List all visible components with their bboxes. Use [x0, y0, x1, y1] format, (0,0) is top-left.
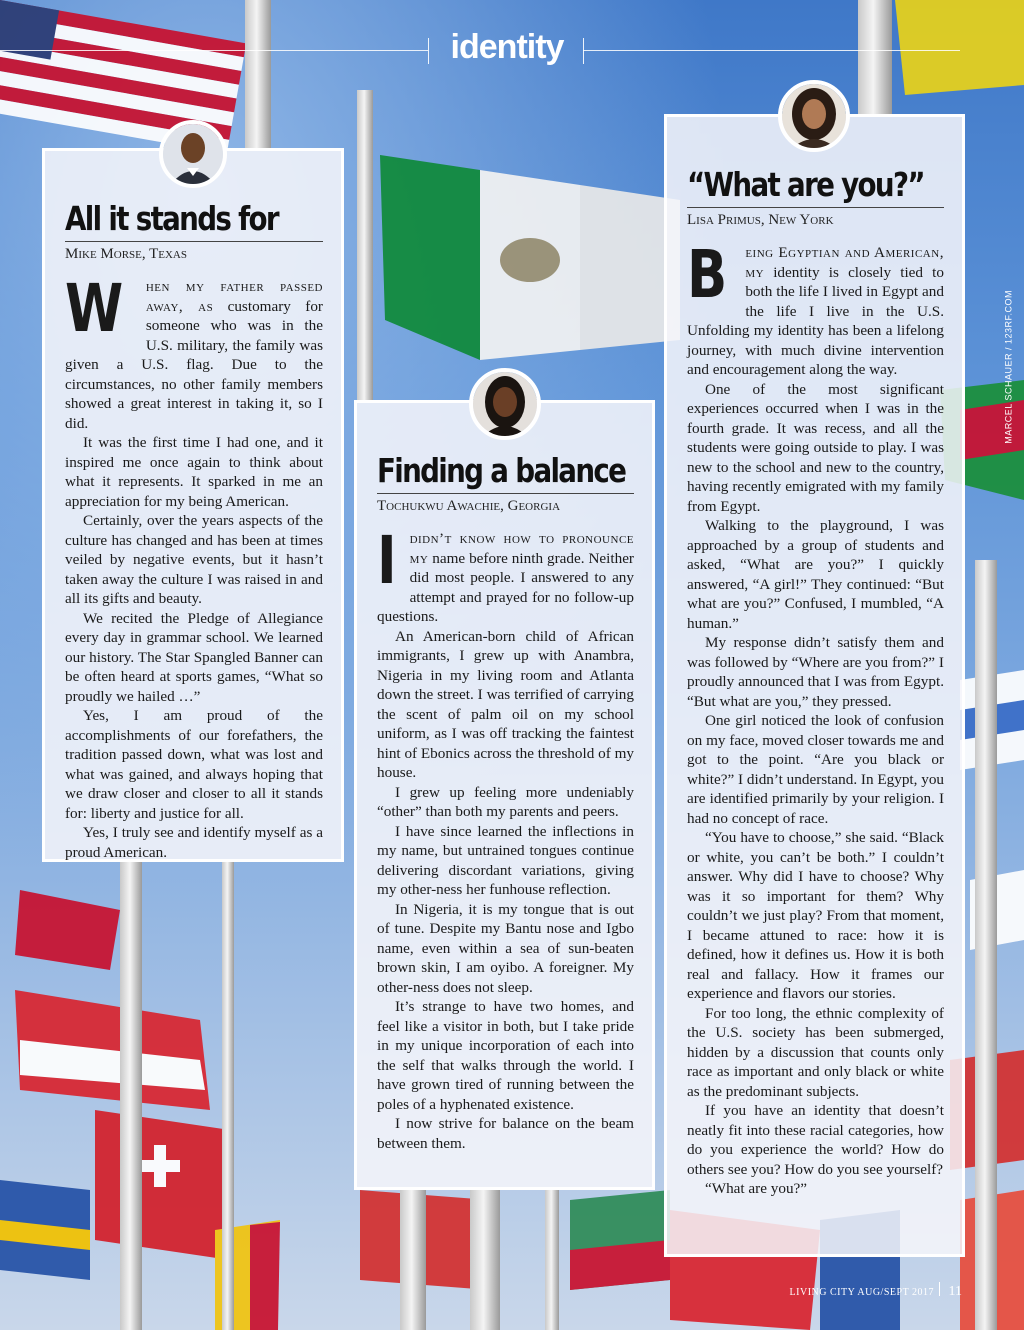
article-byline: Mike Morse, Texas — [65, 246, 187, 262]
lead-in: didn’t know how to pronounce my — [409, 530, 634, 567]
paragraph: Walking to the playground, I was approached by a group of students and asked, “What are you?” I quickly answered, “A girl!” They continued: “But what are you?” Confused, I mumbled, “A human.” — [687, 517, 944, 632]
paragraph: Certainly, over the years aspects of the culture has changed and has been at times veiled by negative events, but it hasn’t taken away the culture I was raised in and all its gifts and beauty. — [65, 512, 323, 607]
footer-publication: LIVING CITY AUG/SEPT 2017 — [789, 1287, 934, 1298]
paragraph: customary for someone who was in the U.S. military, the family was given a U.S. flag. Due to the circumstances, no other family members showed a great interest in taking it, so I did. — [65, 297, 323, 432]
article-byline: Tochukwu Awachie, Georgia — [377, 498, 561, 514]
paragraph: My response didn’t satisfy them and was followed by “Where are you from?” I proudly announced that I was from Egypt. “But what are you,” they pressed. — [687, 634, 944, 710]
paragraph: It’s strange to have two homes, and feel like a visitor in both, but I take pride in my unique incorporation of each into the self that walks through the world. I have grown tired of running between the poles of a hyphenated existence. — [377, 998, 634, 1113]
header-tick-left — [428, 38, 429, 64]
header-rule-right — [583, 50, 960, 51]
paragraph: An American-born child of African immigrants, I grew up with Anambra, Nigeria in my living room and Atlanta down the street. I was terrified of carrying the scent of palm oil on my school uniform, as I was off tracking the faintest hint of Ebonics across the threshold of my house. — [377, 627, 634, 781]
paragraph: We recited the Pledge of Allegiance every day in grammar school. We learned our history. The Star Spangled Banner can be often heard at sports games, “What so proudly we hailed …” — [65, 609, 323, 705]
section-title: identity — [450, 28, 564, 66]
lead-in: hen my father passed away, as — [145, 278, 323, 315]
lead-in: eing Egyptian and American, my — [745, 244, 944, 281]
article-body — [377, 522, 634, 1153]
flagpole — [120, 860, 142, 1330]
paragraph: Yes, I am proud of the accomplishments of our forefathers, the tradition passed down, what was lost and what was gained, and always hoping that we draw closer and closer to all it stands for: liberty and justice for all. — [65, 707, 323, 822]
flagpole — [975, 560, 997, 1330]
author-portrait-lisa-primus — [778, 80, 850, 152]
header-rule-left — [0, 50, 428, 51]
page-number: 11 — [948, 1284, 962, 1299]
paragraph: name before ninth grade. Neither did most people. I answered to any attempt and prayed for no follow-up questions. — [377, 549, 634, 625]
paragraph: identity is closely tied to both the life I lived in Egypt and the life I live in the U.S. Unfolding my identity has been a lifelong journey, with much divine intervention and encouragement along the way. — [687, 263, 944, 378]
article-title: All it stands for — [65, 199, 278, 238]
photo-credit: MARCEL SCHAUER / 123RF.COM — [1004, 290, 1014, 444]
flagpole — [400, 1190, 426, 1330]
paragraph: In Nigeria, it is my tongue that is out of tune. Despite my Bantu nose and Igbo name, even within a sea of sun-beaten brown skin, I am oyibo. A foreigner. My other-ness does not sleep. — [377, 900, 634, 996]
title-rule — [377, 493, 634, 494]
article-body — [65, 270, 323, 862]
article-byline: Lisa Primus, New York — [687, 212, 834, 228]
paragraph: “You have to choose,” she said. “Black or white, you can’t be both.” I couldn’t answer. Why did I have to choose? Why was it so important for them? Why couldn’t we just play? From that moment, I became attuned to race: how it is defined, how it defines us. How it is both real and fallacy. How it frames our experience and flavors our stories. — [687, 829, 944, 1002]
flagpole — [470, 1190, 500, 1330]
title-rule — [687, 207, 944, 208]
article-title: Finding a balance — [377, 451, 626, 490]
header-tick-right — [583, 38, 584, 64]
article-title: “What are you?” — [687, 165, 924, 204]
flagpole — [545, 1190, 559, 1330]
red-flags-left-image — [0, 860, 360, 1330]
paragraph: “What are you?” — [705, 1180, 808, 1197]
paragraph: I now strive for balance on the beam between them. — [377, 1115, 634, 1152]
author-portrait-tochukwu-awachie — [469, 368, 541, 440]
flagpole — [222, 860, 234, 1330]
paragraph: If you have an identity that doesn’t neatly fit into these racial categories, how do you experience the world? How do others see you? How do you see yourself? — [687, 1102, 944, 1178]
article-panel-lisa-primus — [664, 114, 965, 1257]
flagpole — [858, 0, 892, 115]
paragraph: I have since learned the inflections in my name, but untrained tongues continue delivering discordant variations, giving my other-ness her funhouse reflection. — [377, 822, 634, 898]
article-body — [687, 236, 945, 1199]
mexico-flag-image — [380, 150, 680, 360]
paragraph: One of the most significant experiences occurred when I was in the fourth grade. It was recess, and all the students were going outside to play. I was new to the school and new to the country, having recently emigrated with my family from Egypt. — [687, 380, 944, 515]
footer-divider — [939, 1282, 940, 1296]
title-rule — [65, 241, 323, 242]
paragraph: Yes, I truly see and identify myself as a proud American. — [65, 824, 323, 861]
author-portrait-mike-morse — [159, 120, 227, 188]
paragraph: I grew up feeling more undeniably “other” than both my parents and peers. — [377, 783, 634, 820]
article-panel-mike-morse — [42, 148, 344, 862]
flagpole — [245, 0, 271, 150]
flagpole — [357, 90, 373, 400]
drop-cap: I — [377, 522, 397, 599]
paragraph: For too long, the ethnic complexity of the U.S. society has been submerged, hidden by a discussion that counts only race as important and only black or white as the predominant subjects. — [687, 1004, 944, 1100]
drop-cap: W — [65, 270, 124, 347]
paragraph: One girl noticed the look of confusion on my face, moved closer towards me and got to the point. “Are you black or white?” I didn’t understand. In Egypt, you are identified primarily by your religion. I had no concept of race. — [687, 712, 945, 827]
drop-cap: B — [687, 236, 728, 313]
paragraph: It was the first time I had one, and it inspired me once again to think about what it represents. It sparked in me an appreciation for my being American. — [65, 434, 323, 510]
article-panel-tochukwu-awachie — [354, 400, 655, 1190]
